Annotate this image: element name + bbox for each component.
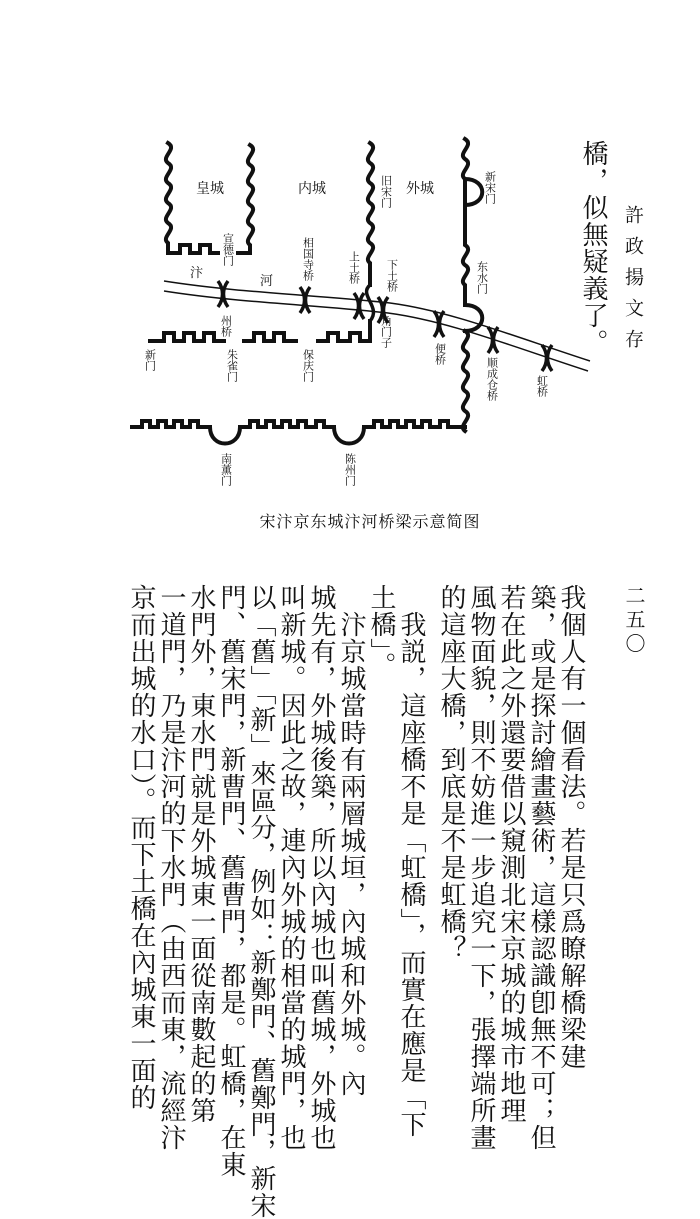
top-text: 橋，似無疑義了。 xyxy=(578,140,608,356)
body-column: 汴京城當時有兩層城垣，內城和外城。內 xyxy=(336,611,366,1097)
label-hongqiao-bridge: 虹桥 xyxy=(535,375,549,397)
area-label-inner: 内城 xyxy=(298,181,326,197)
body-column: 京而出城的水口）。而下土橋在內城東一面的 xyxy=(126,584,156,1111)
body-column: 水門外，東水門就是外城東一面從南數起的第 xyxy=(186,584,216,1124)
xinsong-gate xyxy=(465,179,482,205)
label-jiusong-gate: 旧宋门 xyxy=(379,175,393,208)
xiangguosi-bridge xyxy=(300,287,310,313)
body-column: 我個人有一個看法。若是只爲瞭解橋梁建 xyxy=(556,584,586,1070)
running-title: 許政揚文存 xyxy=(622,205,644,360)
outer-city-wall-east xyxy=(463,139,468,205)
nanxun-gate xyxy=(210,427,240,444)
label-jiaomenzi-gate: 角门子 xyxy=(379,315,393,348)
label-xinmen-gate: 新门 xyxy=(143,349,157,371)
dongshui-gate xyxy=(465,305,482,331)
body-column: 若在此之外還要借以窺測北宋京城的城市地理 xyxy=(496,584,526,1124)
river-label-he: 河 xyxy=(260,274,274,289)
body-column: 城先有，外城後築，所以內城也叫舊城，外城也 xyxy=(306,584,336,1151)
label-zhouqiao-bridge: 州桥 xyxy=(219,315,233,337)
label-shangtu-bridge: 上土桥 xyxy=(347,251,361,284)
inner-city-wall-south xyxy=(150,333,224,341)
label-xiangguosi-bridge: 相国寺桥 xyxy=(301,237,315,281)
inner-city-wall-east xyxy=(368,143,373,285)
label-bianqiao-bridge: 便桥 xyxy=(433,343,447,365)
body-column: 叫新城。因此之故，連內外城的相當的城門，也 xyxy=(276,584,306,1151)
label-baoqing-gate: 保庆门 xyxy=(301,349,315,382)
body-column: 風物面貌，則不妨進一步追究一下，張擇端所畫 xyxy=(466,584,496,1151)
jiaomenzi-gate xyxy=(367,285,374,321)
imperial-city-wall-left xyxy=(166,143,171,253)
label-shuncang-bridge: 顺成仓桥 xyxy=(485,357,499,401)
body-column: 一道門，乃是汴河的下水門（由西而東，流經汴 xyxy=(156,584,186,1151)
page-number: 二五〇 xyxy=(622,585,646,657)
figure-caption: 宋汴京东城汴河桥梁示意简图 xyxy=(259,512,481,531)
body-column: 的這座大橋，到底是不是虹橋？ xyxy=(436,584,466,962)
body-column: 我説，這座橋不是「虹橋」，而實在應是「下 xyxy=(396,611,426,1138)
label-xinsong-gate: 新宋门 xyxy=(483,171,497,204)
chenzhou-gate xyxy=(334,427,364,444)
outer-city-wall-south xyxy=(132,421,210,427)
imperial-city-wall-bottom xyxy=(168,245,218,253)
river-label-bian: 汴 xyxy=(190,266,204,281)
shangtu-bridge xyxy=(354,293,364,319)
body-column: 門、舊宋門，新曹門、舊曹門，都是。虹橋，在東 xyxy=(216,584,246,1178)
label-xuande-gate: 宣德门 xyxy=(221,233,235,266)
body-column: 以「舊」「新」來區分，例如：新鄭門、舊鄭門，新宋 xyxy=(246,584,276,1219)
label-zhuque-gate: 朱雀门 xyxy=(225,349,239,382)
label-chenzhou-gate: 陈州门 xyxy=(343,453,357,486)
label-xiatu-bridge: 下土桥 xyxy=(385,259,399,292)
bridge-map-figure xyxy=(120,135,610,495)
label-dongshui-gate: 东水门 xyxy=(475,261,489,294)
label-nanxun-gate: 南薰门 xyxy=(219,453,233,486)
zhouqiao-bridge xyxy=(218,281,228,307)
area-label-imperial: 皇城 xyxy=(196,181,224,197)
area-label-outer: 外城 xyxy=(406,181,434,197)
body-column: 土橋」。 xyxy=(366,584,396,679)
body-column: 築，或是探討繪畫藝術，這樣認識卽無不可；但 xyxy=(526,584,556,1151)
imperial-city-wall-right xyxy=(238,145,253,253)
